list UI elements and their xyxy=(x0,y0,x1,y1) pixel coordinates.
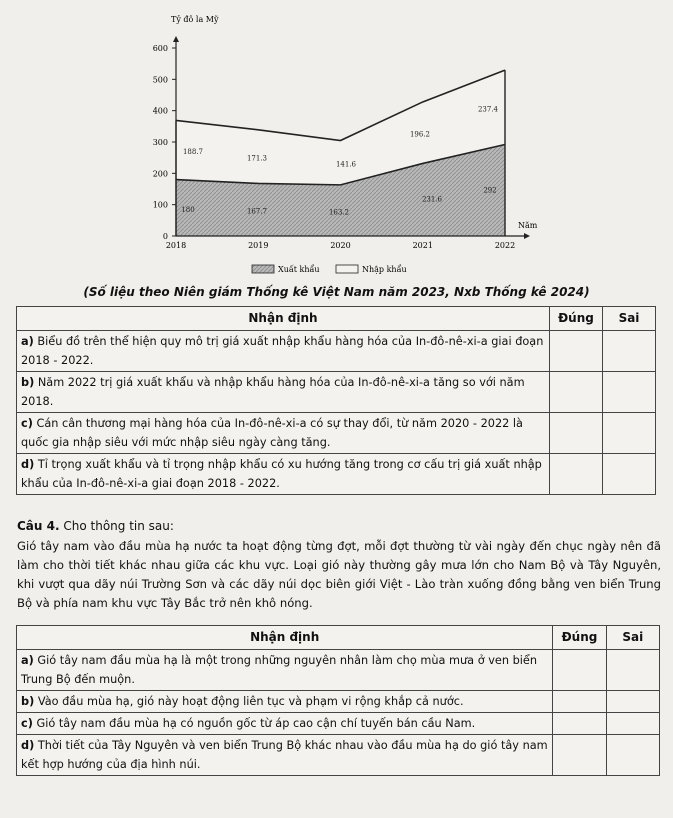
export-data-label: 180 xyxy=(181,205,195,214)
import-data-label: 171.3 xyxy=(246,154,268,163)
true-checkbox-cell[interactable] xyxy=(553,650,606,691)
statement-label: a) xyxy=(21,335,34,348)
statement-label: c) xyxy=(21,417,33,430)
false-checkbox-cell[interactable] xyxy=(603,454,656,495)
table-row xyxy=(17,413,656,454)
table-row xyxy=(17,713,660,735)
false-checkbox-cell[interactable] xyxy=(603,372,656,413)
statement-cell xyxy=(17,735,553,776)
true-checkbox-cell[interactable] xyxy=(550,454,603,495)
true-checkbox-cell[interactable] xyxy=(553,713,606,735)
statement-text: Cán cân thương mại hàng hóa của In-đô-nê-xi-a có sự thay đổi, từ năm 2020 - 2022 là quốc gia nhập siêu với mức nhập siêu ngày càng tăng. xyxy=(21,417,523,449)
question-number: Câu 4. xyxy=(17,519,60,533)
x-tick-label: 2020 xyxy=(330,241,351,250)
y-tick-label: 0 xyxy=(162,232,168,241)
legend-export-label: Xuất khẩu xyxy=(278,265,320,274)
true-checkbox-cell[interactable] xyxy=(550,372,603,413)
import-data-label: 188.7 xyxy=(182,148,204,157)
table-header-row xyxy=(17,307,656,331)
y-tick-label: 600 xyxy=(152,44,168,53)
false-checkbox-cell[interactable] xyxy=(606,713,659,735)
statement-text: Vào đầu mùa hạ, gió này hoạt động liên tục và phạm vi rộng khắp cả nước. xyxy=(37,695,464,708)
statement-text: Gió tây nam đầu mùa hạ có nguồn gốc từ áp cao cận chí tuyến bán cầu Nam. xyxy=(36,717,476,730)
true-checkbox-cell[interactable] xyxy=(553,691,606,713)
question-4-heading xyxy=(17,519,174,533)
statement-label: d) xyxy=(21,739,35,752)
false-checkbox-cell[interactable] xyxy=(603,331,656,372)
statements-table-2 xyxy=(16,625,660,776)
statement-text: Biểu đồ trên thể hiện quy mô trị giá xuất nhập khẩu hàng hóa của In-đô-nê-xi-a giai đoạn 2018 - 2022. xyxy=(21,335,544,367)
table-row xyxy=(17,650,660,691)
export-data-label: 167.7 xyxy=(246,207,268,216)
false-checkbox-cell[interactable] xyxy=(603,413,656,454)
y-tick-label: 100 xyxy=(152,200,168,210)
question-prompt: Cho thông tin sau: xyxy=(63,519,174,533)
y-axis-label: Tỷ đô la Mỹ xyxy=(171,15,219,24)
false-checkbox-cell[interactable] xyxy=(606,650,659,691)
x-tick-label: 2019 xyxy=(248,241,269,250)
export-data-label: 231.6 xyxy=(421,195,443,204)
table-row xyxy=(17,331,656,372)
y-tick-label: 500 xyxy=(152,75,168,85)
table-row xyxy=(17,454,656,495)
y-tick-label: 400 xyxy=(152,106,168,116)
true-checkbox-cell[interactable] xyxy=(550,413,603,454)
import-data-label: 196.2 xyxy=(409,130,431,139)
header-true: Đúng xyxy=(553,626,606,650)
statement-cell xyxy=(17,650,553,691)
x-axis-arrow xyxy=(524,233,530,239)
false-checkbox-cell[interactable] xyxy=(606,735,659,776)
statement-cell xyxy=(17,372,550,413)
header-false: Sai xyxy=(606,626,659,650)
statements-table-1 xyxy=(16,306,656,495)
statement-text: Thời tiết của Tây Nguyên và ven biển Trung Bộ khác nhau vào đầu mùa hạ do gió tây nam kết hợp hướng của địa hình núi. xyxy=(21,739,548,771)
statement-text: Gió tây nam đầu mùa hạ là một trong những nguyên nhân làm chọ mùa mưa ở ven biển Trung Bộ đến muộn. xyxy=(21,654,538,686)
import-data-label: 141.6 xyxy=(335,160,357,169)
x-tick-label: 2018 xyxy=(165,241,187,250)
statement-cell xyxy=(17,691,553,713)
true-checkbox-cell[interactable] xyxy=(550,331,603,372)
statement-text: Tỉ trọng xuất khẩu và tỉ trọng nhập khẩu có xu hướng tăng trong cơ cấu trị giá xuất nhập khẩu của In-đô-nê-xi-a giai đoạn 2018 - 2022. xyxy=(21,458,542,490)
table-row xyxy=(17,372,656,413)
import-export-area-chart xyxy=(0,0,673,285)
statement-label: a) xyxy=(21,654,34,667)
statement-label: b) xyxy=(21,695,35,708)
x-tick-label: 2021 xyxy=(412,241,433,250)
y-tick-label: 200 xyxy=(152,169,168,179)
table-row xyxy=(17,691,660,713)
statement-text: Năm 2022 trị giá xuất khẩu và nhập khẩu hàng hóa của In-đô-nê-xi-a tăng so với năm 2018. xyxy=(21,376,525,408)
statement-label: b) xyxy=(21,376,35,389)
statement-cell xyxy=(17,454,550,495)
statement-cell xyxy=(17,413,550,454)
table-row xyxy=(17,735,660,776)
statement-cell xyxy=(17,331,550,372)
x-tick-label: 2022 xyxy=(494,241,516,250)
x-axis-label: Năm xyxy=(518,221,538,230)
true-checkbox-cell[interactable] xyxy=(553,735,606,776)
table-header-row xyxy=(17,626,660,650)
statement-label: d) xyxy=(21,458,35,471)
header-true: Đúng xyxy=(550,307,603,331)
y-axis-arrow xyxy=(173,36,179,42)
legend-export-swatch xyxy=(252,265,274,273)
export-data-label: 292 xyxy=(483,186,497,195)
statement-label: c) xyxy=(21,717,33,730)
legend-import-swatch xyxy=(336,265,358,273)
false-checkbox-cell[interactable] xyxy=(606,691,659,713)
header-statement: Nhận định xyxy=(17,626,553,650)
export-data-label: 163.2 xyxy=(328,208,350,217)
statement-cell xyxy=(17,713,553,735)
legend-import-label: Nhập khẩu xyxy=(362,265,407,274)
import-data-label: 237.4 xyxy=(477,105,499,114)
source-note: (Số liệu theo Niên giám Thống kê Việt Nam năm 2023, Nxb Thống kê 2024) xyxy=(83,285,590,299)
header-false: Sai xyxy=(603,307,656,331)
y-tick-label: 300 xyxy=(152,138,168,147)
header-statement: Nhận định xyxy=(17,307,550,331)
question-4-passage: Gió tây nam vào đầu mùa hạ nước ta hoạt động từng đợt, mỗi đợt thường từ vài ngày đến chục ngày nên đã làm cho thời tiết khác nhau giữa các khu vực. Loại gió này thường gây mưa lớn cho Nam Bộ và Tây Nguyên, khi vượt qua dãy núi Trường Sơn và các dãy núi dọc biên giới Việt - Lào tràn xuống đồng bằng ven biển Trung Bộ và phía nam khu vực Tây Bắc trở nên khô nóng. xyxy=(17,539,661,610)
